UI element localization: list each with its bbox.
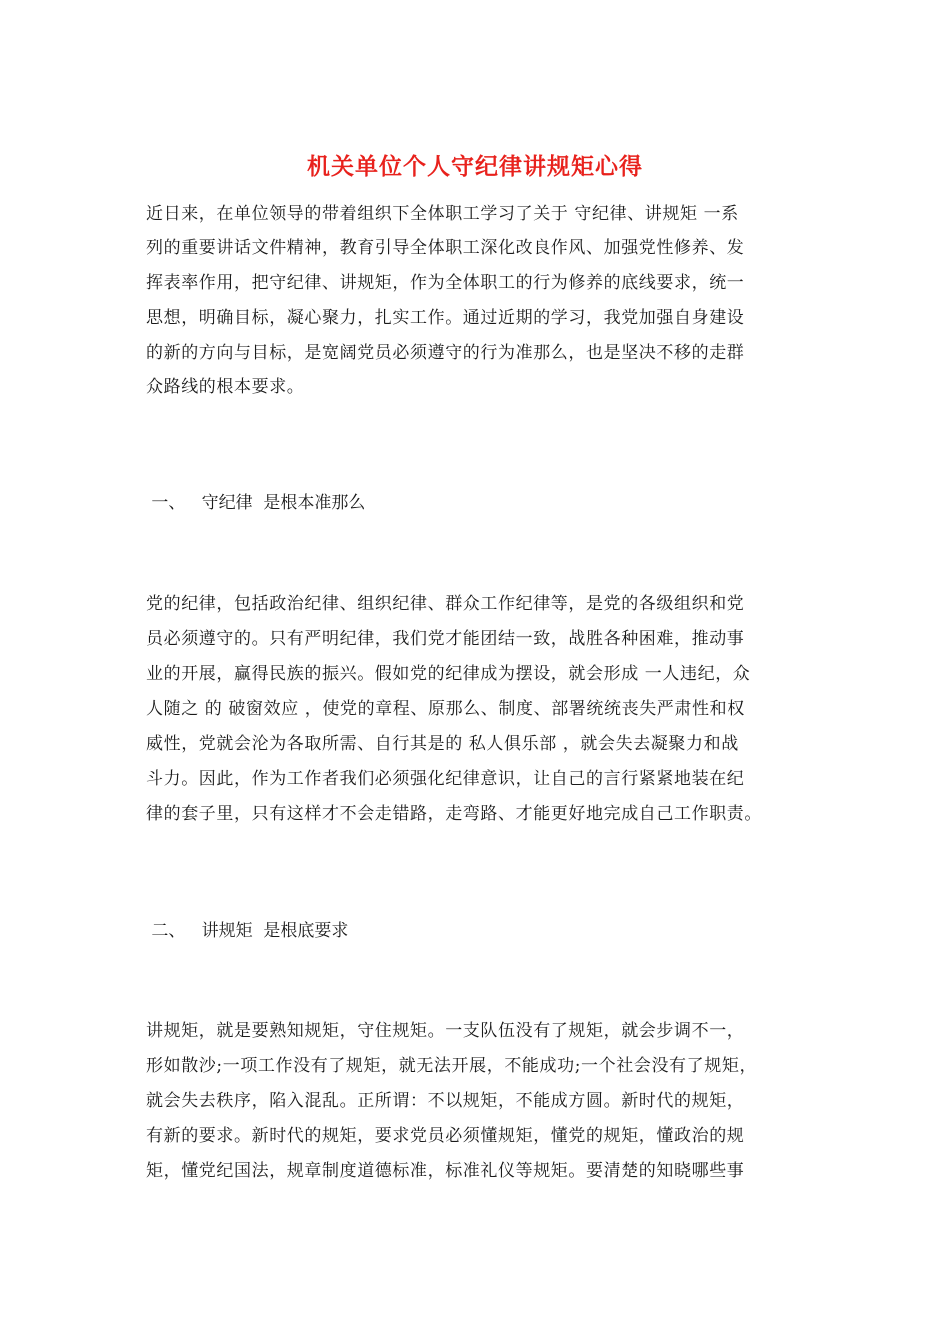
section-1-line: 威性，党就会沦为各取所需、自行其是的 私人俱乐部 ，就会失去凝聚力和战 (146, 734, 739, 754)
section-1-line: 员必须遵守的。只有严明纪律，我们党才能团结一致，战胜各种困难，推动事 (146, 629, 745, 649)
section-2-line: 形如散沙;一项工作没有了规矩，就无法开展，不能成功;一个社会没有了规矩， (146, 1056, 758, 1076)
section-1-line: 律的套子里，只有这样才不会走错路，走弯路、才能更好地完成自己工作职责。 (146, 804, 762, 824)
section-2-line: 就会失去秩序，陷入混乱。正所谓：不以规矩，不能成方圆。新时代的规矩， (146, 1091, 745, 1111)
section-1-line: 人随之 的 破窗效应 ，使党的章程、原那么、制度、部署统统丧失严肃性和权 (146, 699, 745, 719)
intro-line: 列的重要讲话文件精神，教育引导全体职工深化改良作风、加强党性修养、发 (146, 238, 745, 258)
section-2-line: 矩，懂党纪国法，规章制度道德标准，标准礼仪等规矩。要清楚的知晓哪些事 (146, 1161, 745, 1181)
section-1-line: 业的开展，赢得民族的振兴。假如党的纪律成为摆设，就会形成 一人违纪，众 (146, 664, 751, 684)
section-1-line: 斗力。因此，作为工作者我们必须强化纪律意识，让自己的言行紧紧地装在纪 (146, 769, 745, 789)
section-2-line: 讲规矩，就是要熟知规矩，守住规矩。一支队伍没有了规矩，就会步调不一， (146, 1021, 745, 1041)
intro-line: 挥表率作用，把守纪律、讲规矩，作为全体职工的行为修养的底线要求，统一 (146, 273, 745, 293)
section-2-heading: 二、 讲规矩 是根底要求 (146, 921, 349, 941)
intro-line: 众路线的根本要求。 (146, 377, 305, 397)
intro-line: 思想，明确目标，凝心聚力，扎实工作。通过近期的学习，我党加强自身建设 (146, 308, 745, 328)
section-1-line: 党的纪律，包括政治纪律、组织纪律、群众工作纪律等，是党的各级组织和党 (146, 594, 745, 614)
intro-line: 近日来，在单位领导的带着组织下全体职工学习了关于 守纪律、讲规矩 一系 (146, 204, 739, 224)
section-2-line: 有新的要求。新时代的规矩，要求党员必须懂规矩，懂党的规矩，懂政治的规 (146, 1126, 745, 1146)
document-title: 机关单位个人守纪律讲规矩心得 (307, 153, 643, 180)
intro-line: 的新的方向与目标，是宽阔党员必须遵守的行为准那么，也是坚决不移的走群 (146, 343, 745, 363)
section-1-heading: 一、 守纪律 是根本准那么 (146, 493, 366, 513)
